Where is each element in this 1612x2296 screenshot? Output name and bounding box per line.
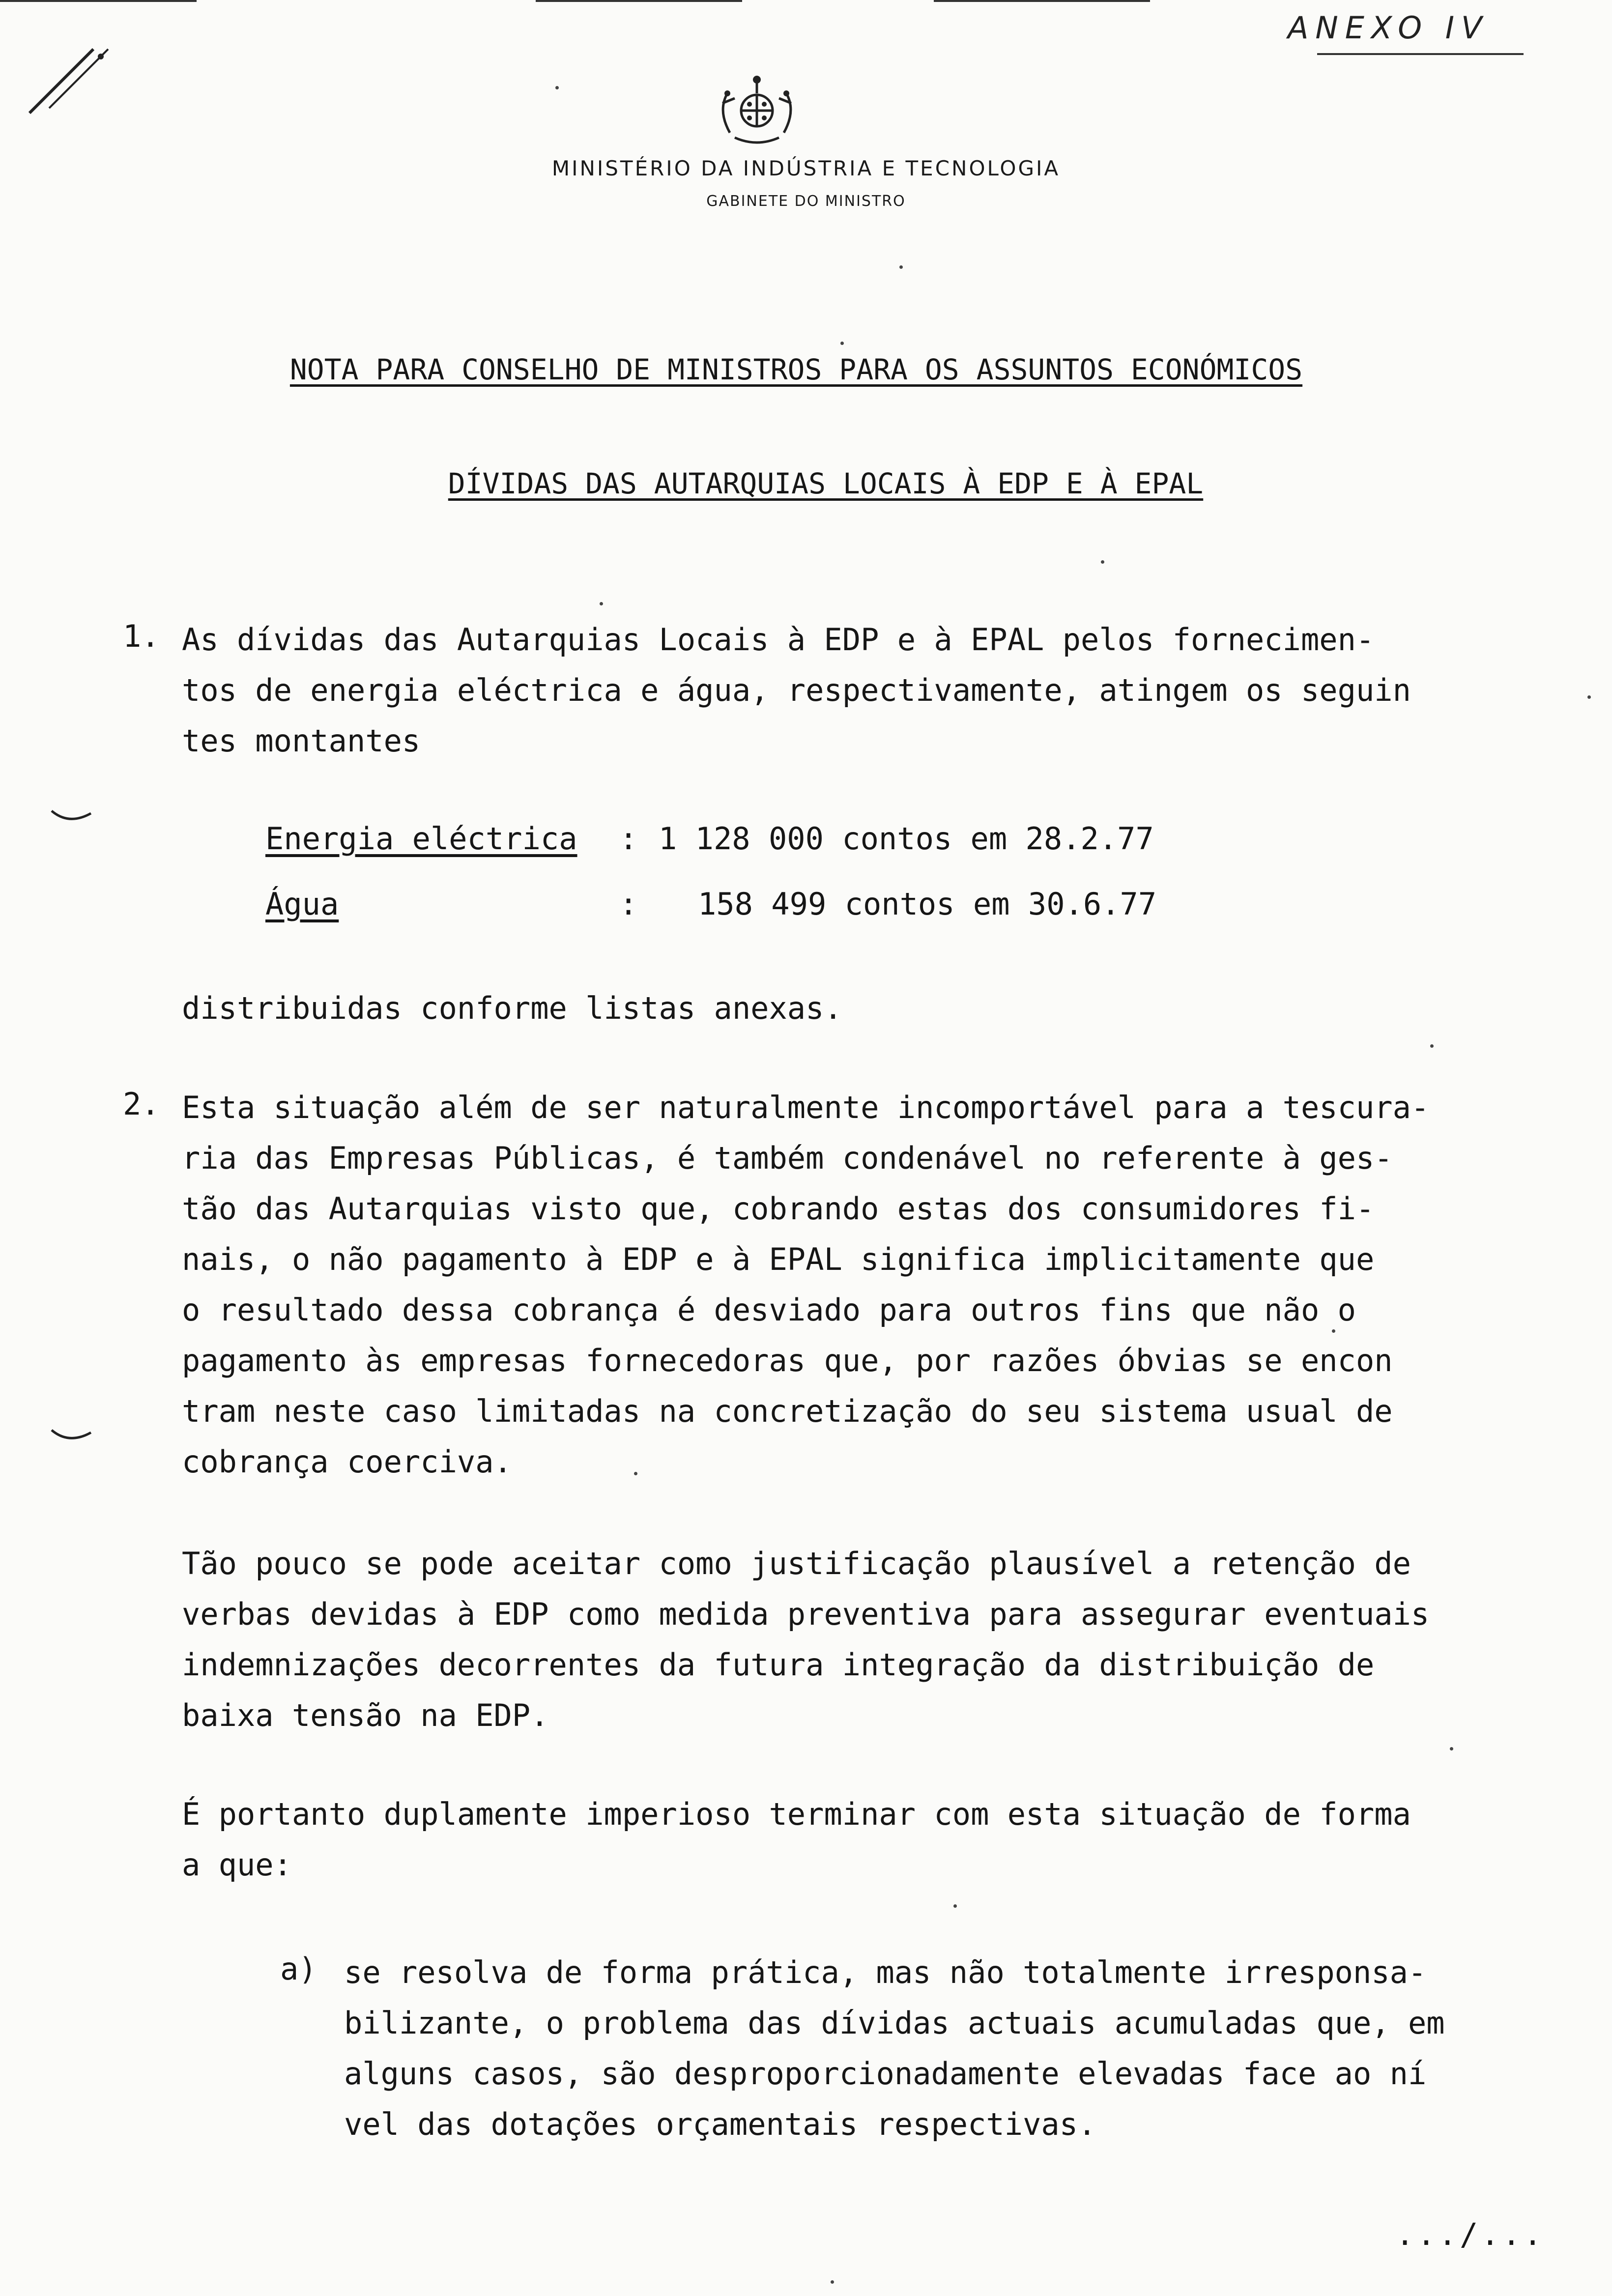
margin-tick-icon [49, 1425, 93, 1445]
item-a-text: se resolva de forma prática, mas não totalmente irresponsa- bilizante, o problema das dívidas actuais acumuladas que, em alguns casos, são desproporcionadamente elevadas face ao ní vel das dotações orçamentais respectivas. [344, 1954, 1445, 2142]
item-a-label: a) [280, 1951, 317, 1987]
section-1-closing: distribuidas conforme listas anexas. [182, 990, 842, 1026]
document-subtitle: DÍVIDAS DAS AUTARQUIAS LOCAIS À EDP E À EPAL [448, 467, 1204, 500]
section-1-text: As dívidas das Autarquias Locais à EDP e à EPAL pelos fornecimen- tos de energia eléctrica e água, respectivamente, atingem os seguin tes montantes [182, 622, 1411, 759]
coat-of-arms-icon [708, 74, 806, 147]
scan-speck [831, 2280, 834, 2284]
document-title: NOTA PARA CONSELHO DE MINISTROS PARA OS ASSUNTOS ECONÓMICOS [289, 353, 1303, 386]
section-1-number: 1. [123, 618, 160, 654]
ministry-name: MINISTÉRIO DA INDÚSTRIA E TECNOLOGIA [551, 156, 1061, 180]
section-2-number: 2. [123, 1086, 160, 1122]
section-2-paragraph-2: Tão pouco se pode aceitar como justificação plausível a retenção de verbas devidas à EDP como medida preventiva para assegurar eventuais indemnizações decorrentes da futura integração da distribuição de baixa tensão na EDP. [182, 1546, 1430, 1733]
scan-edge-line [536, 0, 742, 2]
debt-amount-water: 158 499 contos em 30.6.77 [698, 886, 1157, 922]
pen-mark-icon [20, 39, 118, 138]
debt-label-water: Água [265, 886, 339, 922]
scan-speck [899, 265, 903, 269]
annex-underline [1317, 53, 1524, 55]
annex-label: ANEXO IV [1288, 10, 1489, 46]
scan-speck [1450, 1747, 1453, 1751]
scan-speck [634, 1472, 637, 1475]
debt-amount-electricity: 1 128 000 contos em 28.2.77 [659, 821, 1154, 857]
debt-separator: : [619, 886, 638, 922]
continuation-mark: .../... [1396, 2216, 1545, 2252]
scan-edge-line [934, 0, 1150, 2]
scan-speck [600, 602, 603, 605]
debt-separator: : [619, 821, 638, 857]
scan-speck [1587, 695, 1591, 699]
section-2-paragraph-3: É portanto duplamente imperioso terminar com esta situação de forma a que: [182, 1796, 1411, 1883]
scan-speck [1332, 1329, 1335, 1333]
scan-speck [953, 1904, 957, 1908]
scan-speck [1101, 560, 1104, 564]
scan-speck [1430, 1044, 1434, 1048]
scan-edge-line [0, 0, 197, 2]
section-2-text: Esta situação além de ser naturalmente incomportável para a tescura- ria das Empresas Públicas, é também condenável no referente à ges- tão das Autarquias visto que, cobrando estas dos consumidores fi- nais, o não pagamento à EDP e à EPAL significa implicitamente que o resultado dessa cobrança é desviado para outros fins que não o pagamento às empresas fornecedoras que, por razões óbvias se encon tram neste caso limitadas na concretização do seu sistema usual de cobrança coerciva. [182, 1090, 1430, 1480]
office-name: GABINETE DO MINISTRO [706, 193, 906, 210]
scan-speck [840, 342, 844, 345]
margin-tick-icon [49, 806, 93, 826]
scan-speck [555, 86, 559, 89]
debt-label-electricity: Energia eléctrica [265, 821, 577, 857]
